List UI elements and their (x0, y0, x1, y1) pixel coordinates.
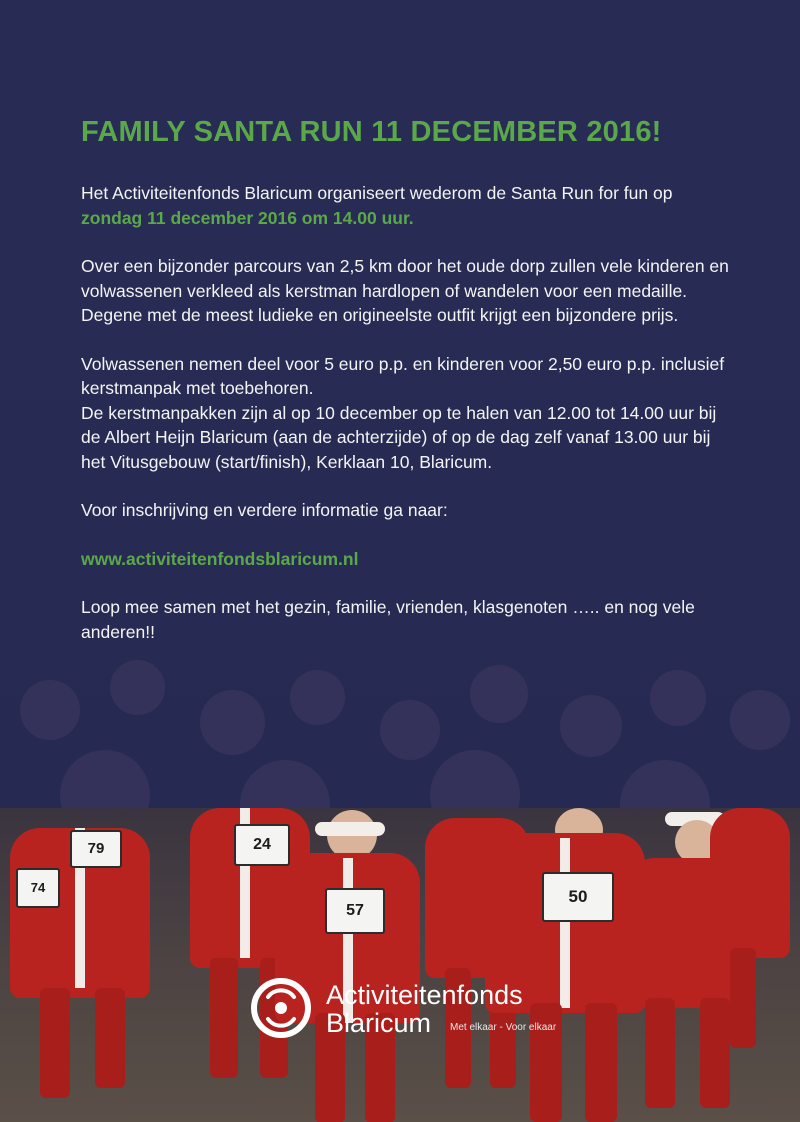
route-paragraph: Over een bijzonder parcours van 2,5 km door het oude dorp zullen vele kinderen en volwassenen verkleed als kerstman hardlopen of wandelen voor een medaille. Degene met de meest ludieke en origineelste outfit krijgt een bijzondere prijs. (81, 256, 729, 325)
swirl-logo-icon (248, 975, 314, 1041)
race-bib: 57 (325, 888, 385, 934)
race-bib: 24 (234, 824, 290, 866)
info-paragraph: Voor inschrijving en verdere informatie ga naar: (81, 500, 448, 520)
race-bib: 79 (70, 830, 122, 868)
santa-runners-photo (0, 808, 800, 1122)
activiteitenfonds-logo (248, 975, 578, 1045)
logo-name-line2: Blaricum (326, 1008, 432, 1038)
intro-paragraph (81, 181, 731, 230)
event-date-highlight: zondag 11 december 2016 om 14.00 uur. (81, 207, 414, 228)
page-title: FAMILY SANTA RUN 11 DECEMBER 2016! (81, 116, 662, 148)
intro-text: Het Activiteitenfonds Blaricum organiseert wederom de Santa Run for fun op (81, 183, 673, 203)
website-link[interactable]: www.activiteitenfondsblaricum.nl (81, 548, 359, 569)
logo-tagline: Met elkaar - Voor elkaar (450, 1022, 557, 1033)
closing-paragraph: Loop mee samen met het gezin, familie, vrienden, klasgenoten ….. en nog vele anderen!! (81, 597, 695, 642)
flyer-text (81, 116, 731, 644)
logo-name-line1: Activiteitenfonds (326, 980, 523, 1010)
pickup-paragraph: De kerstmanpakken zijn al op 10 december op te halen van 12.00 tot 14.00 uur bij de Albert Heijn Blaricum (aan de achterzijde) of op de dag zelf vanaf 13.00 uur bij het Vitusgebouw (start/finish), Kerklaan 10, Blaricum. (81, 402, 717, 472)
price-paragraph: Volwassenen nemen deel voor 5 euro p.p. en kinderen voor 2,50 euro p.p. inclusief kerstmanpak met toebehoren. (81, 353, 725, 398)
race-bib: 50 (542, 872, 614, 922)
race-bib: 74 (16, 868, 60, 908)
